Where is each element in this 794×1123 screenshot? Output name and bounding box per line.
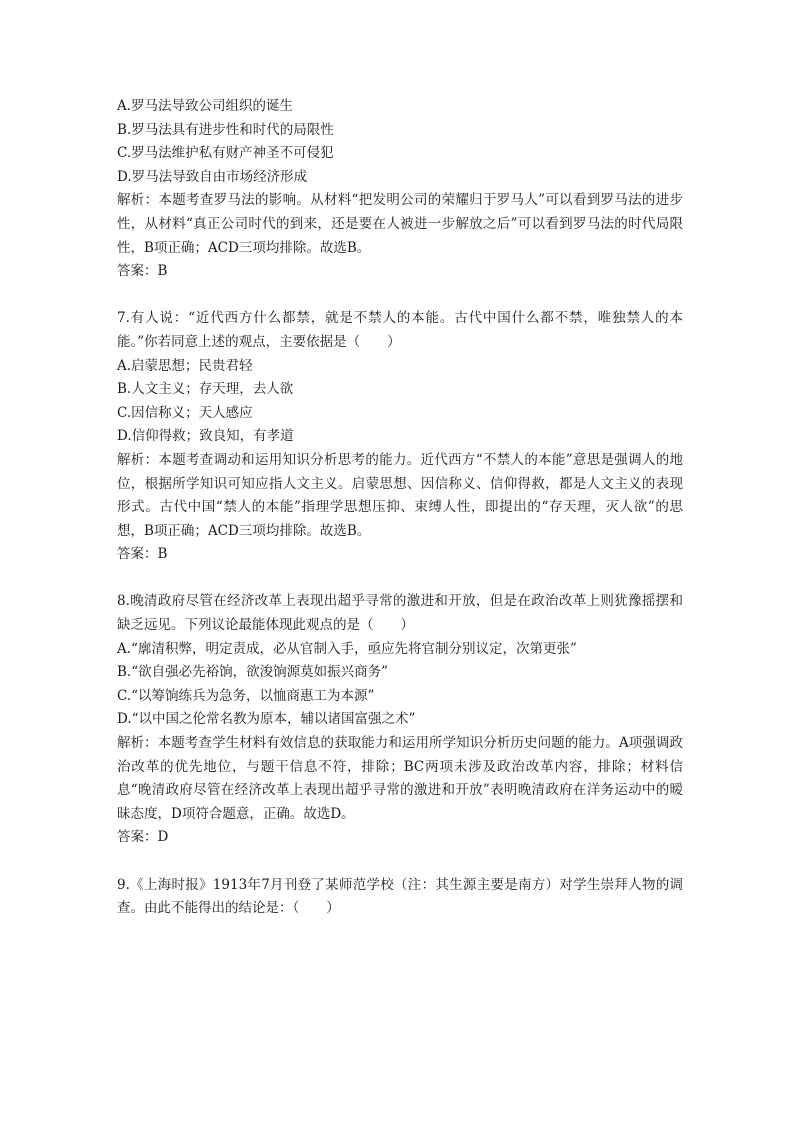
question-8 <box>117 590 683 850</box>
option-d: D.罗马法导致自由市场经济形成 <box>117 168 308 185</box>
question-7 <box>117 307 683 567</box>
spacer <box>117 284 683 308</box>
option-a: A.罗马法导致公司组织的诞生 <box>117 98 294 114</box>
option-c: C.因信称义；天人感应 <box>117 404 253 421</box>
question-stem: 7.有人说：“近代西方什么都禁，就是不禁人的本能。古代中国什么都不禁，唯独禁人的本能。”你若同意上述的观点，主要依据是（ ） <box>117 310 683 350</box>
spacer <box>117 850 683 874</box>
option-b: B.“欲自强必先裕饷，欲浚饷源莫如振兴商务” <box>117 664 389 681</box>
answer: 答案：D <box>117 829 169 846</box>
question-9 <box>117 874 683 921</box>
analysis: 解析：本题考查调动和运用知识分析思考的能力。近代西方“不禁人的本能”意思是强调人的地位，根据所学知识可知应指人文主义。启蒙思想、因信称义、信仰得救，都是人文主义的表现形式。古代中国“禁人的本能”指理学思想压抑、束缚人性，即提出的“存天理，灭人欲”的思想，B项正确；ACD三项均排除。故选B。 <box>117 451 683 539</box>
option-b: B.罗马法具有进步性和时代的局限性 <box>117 121 334 138</box>
option-d: D.信仰得救；致良知，有孝道 <box>117 428 294 445</box>
option-a: A.“廓清积弊，明定责成，必从官制入手，亟应先将官制分别议定，次第更张” <box>117 640 577 657</box>
option-d: D.“以中国之伦常名教为原本，辅以诸国富强之术” <box>117 711 416 728</box>
answer: 答案：B <box>117 263 168 280</box>
option-c: C.罗马法维护私有财产神圣不可侵犯 <box>117 145 334 162</box>
option-c: C.“以筹饷练兵为急务，以恤商惠工为本源” <box>117 687 375 704</box>
answer: 答案：B <box>117 546 168 563</box>
document-page <box>117 95 683 921</box>
question-stem: 8.晚清政府尽管在经济改革上表现出超乎寻常的激进和开放，但是在政治改革上则犹豫摇摆和缺乏远见。下列议论最能体现此观点的是（ ） <box>117 593 683 634</box>
question-6 <box>117 95 683 284</box>
option-b: B.人文主义；存天理，去人欲 <box>117 381 294 398</box>
analysis: 解析：本题考查罗马法的影响。从材料“把发明公司的荣耀归于罗马人”可以看到罗马法的进步性，从材料“真正公司时代的到来，还是要在人被进一步解放之后”可以看到罗马法的时代局限性，B项正确；ACD三项均排除。故选B。 <box>117 192 683 256</box>
spacer <box>117 567 683 591</box>
question-stem: 9.《上海时报》1913年7月刊登了某师范学校（注：其生源主要是南方）对学生崇拜人物的调查。由此不能得出的结论是：（ ） <box>117 876 683 917</box>
analysis: 解析：本题考查学生材料有效信息的获取能力和运用所学知识分析历史问题的能力。A项强调政治改革的优先地位，与题干信息不符，排除；BC两项未涉及政治改革内容，排除；材料信息“晚清政府尽管在经济改革上表现出超乎寻常的激进和开放”表明晚清政府在洋务运动中的暧昧态度，D项符合题意，正确。故选D。 <box>117 735 683 822</box>
option-a: A.启蒙思想；民贵君轻 <box>117 357 253 374</box>
